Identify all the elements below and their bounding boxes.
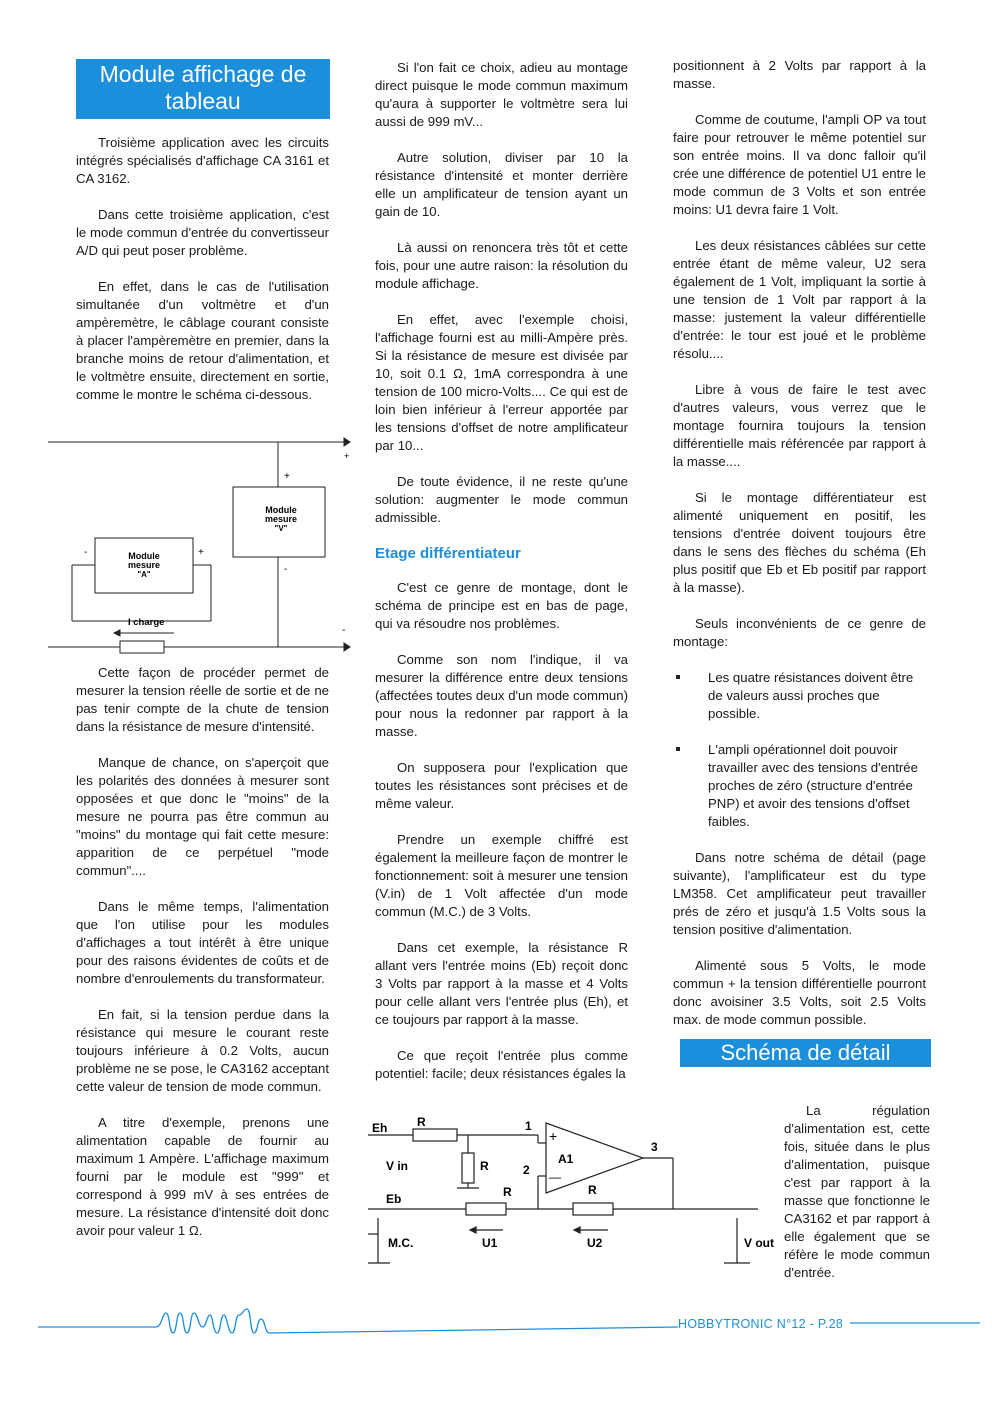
section-title-schema: Schéma de détail [680, 1039, 931, 1067]
module-v-label: mesure [264, 514, 298, 524]
module-v-label: Module [265, 505, 297, 515]
mc-label: M.C. [388, 1236, 414, 1250]
paragraph: En effet, dans le cas de l'utilisation simultanée d'un voltmètre et d'un ampèremètre, le câblage courant consiste à placer l'ampèremètre en premier, dans la branche moins de retour d'alimentation, et le voltmètre ensuite, directement en sortie, comme le montre le schéma ci-dessous. [76, 279, 329, 402]
bullet-item: Les quatre résistances doivent être de valeurs aussi proches que possible. [673, 669, 926, 723]
paragraph: Autre solution, diviser par 10 la résistance d'intensité et monter derrière elle un amplificateur de tension ayant un gain de 10. [375, 150, 628, 219]
paragraph: Troisième application avec les circuits intégrés spécialisés d'affichage CA 3161 et CA 3162. [76, 135, 329, 186]
paragraph: Prendre un exemple chiffré est également la meilleure façon de montrer le fonctionnement: soit à mesurer une tension (V.in) de 1 Volt affectée d'un mode commun (M.C.) de 3 Volts. [375, 832, 628, 919]
paragraph: Manque de chance, on s'aperçoit que les polarités des données à mesurer sont opposées et que donc le "moins" de la mesure ne pourra pas être commun au "moins" du montage qui fait cette mesure: apparition de ce perpétuel "mode commun".... [76, 755, 329, 878]
paragraph: Là aussi on renoncera très tôt et cette fois, pour une autre raison: la résolution du module affichage. [375, 240, 628, 291]
paragraph: A titre d'exemple, prenons une alimentation capable de fournir au maximum 1 Ampère. L'affichage maximum fourni par le module est "999" et correspond à 999 mV à ses entrées de mesure. La résistance d'intensité doit donc avoir pour valeur 1 Ω. [76, 1115, 329, 1238]
resistor-label: R [417, 1115, 426, 1129]
footer-page-label: HOBBYTRONIC N°12 - P.28 [678, 1317, 844, 1331]
paragraph: Dans cet exemple, la résistance R allant vers l'entrée moins (Eb) reçoit donc 3 Volts par rapport à la masse et 4 Volts pour celle allant vers l'entrée plus (Eh), et ce toujours par rapport à la masse. [375, 940, 628, 1027]
module-a-label: Module [128, 551, 160, 561]
paragraph: C'est ce genre de montage, dont le schéma de principe est en bas de page, qui va résoudre nos problèmes. [375, 580, 628, 631]
eb-label: Eb [386, 1192, 402, 1206]
differential-amplifier-schematic [368, 1108, 778, 1276]
minus-sign: - [284, 564, 288, 575]
column-3 [673, 57, 926, 1047]
paragraph: On supposera pour l'explication que toutes les résistances sont précises et de même valeur. [375, 760, 628, 811]
module-a-label: "A" [137, 570, 151, 579]
footer-wave-line [38, 1305, 678, 1345]
pin-label: 3 [651, 1140, 658, 1154]
icharge-label: I charge [128, 617, 165, 628]
section-title-module: Module affichage de tableau [76, 59, 330, 119]
paragraph: Libre à vous de faire le test avec d'autres valeurs, vous verrez que le montage fournira toujours la tension différentielle mais référencée par rapport à la masse.... [673, 382, 926, 469]
resistor-label: R [588, 1183, 597, 1197]
plus-sign: + [198, 547, 204, 558]
paragraph: Dans cette troisième application, c'est le mode commun d'entrée du convertisseur A/D qui peut poser problème. [76, 207, 329, 258]
resistor-label: R [480, 1159, 489, 1173]
minus-sign: — [549, 1170, 561, 1184]
plus-sign: + [344, 451, 350, 461]
footer-line-right [850, 1318, 980, 1328]
plus-sign: + [549, 1128, 558, 1144]
subheading-etage: Etage différentiateur [375, 545, 521, 562]
minus-sign: - [342, 625, 346, 636]
wiring-diagram [48, 435, 358, 660]
paragraph: De toute évidence, il ne reste qu'une solution: augmenter le mode commun admissible. [375, 474, 628, 525]
paragraph: Si l'on fait ce choix, adieu au montage direct puisque le mode commun maximum qu'aura à supporter le voltmètre sera lui aussi de 999 mV... [375, 60, 628, 129]
u1-label: U1 [482, 1236, 498, 1250]
column-1-continued [76, 664, 329, 1258]
paragraph: Comme son nom l'indique, il va mesurer la différence entre deux tensions (affectées toutes deux d'un mode commun) pour nous la redonner par rapport à la masse. [375, 652, 628, 739]
paragraph: Seuls inconvénients de ce genre de montage: [673, 616, 926, 649]
vout-label: V out [744, 1236, 774, 1250]
bullet-item: L'ampli opérationnel doit pouvoir travailler avec des tensions d'entrée proches de zéro (structure d'entrée PNP) et avoir des tensions d'offset faibles. [673, 741, 926, 831]
plus-sign: + [284, 471, 290, 482]
resistor-label: R [503, 1185, 512, 1199]
paragraph: Les deux résistances câblées sur cette entrée étant de même valeur, U2 sera également de 1 Volt, impliquant la sortie à une tension de 1 Volt par rapport à la masse: justement la valeur différentielle d'entrée: le tour est joué et le problème résolu.... [673, 238, 926, 361]
side-paragraph: La régulation d'alimentation est, cette fois, située dans le plus d'alimentation, puisque c'est par rapport à la masse que fonctionne le CA3162 et par rapport à elle également que se réfère le mode commun d'entrée. [784, 1103, 930, 1280]
pin-label: 1 [525, 1119, 532, 1133]
paragraph: En effet, avec l'exemple choisi, l'affichage fourni est au milli-Ampère près. Si la résistance de mesure est divisée par 10, soit 0.1 Ω, 1mA correspondra à une tension de 100 micro-Volts.... Ce qui est de loin bien inférieur à l'erreur apportée par les tensions d'offset de notre amplificateur par 10... [375, 312, 628, 453]
paragraph: Cette façon de procéder permet de mesurer la tension réelle de sortie et de ne pas tenir compte de la chute de tension dans la résistance de mesure d'intensité. [76, 665, 329, 734]
vin-label: V in [386, 1159, 409, 1173]
paragraph: Ce que reçoit l'entrée plus comme potentiel: facile; deux résistances égales la [375, 1048, 628, 1081]
paragraph: Si le montage différentiateur est alimenté uniquement en positif, les tensions d'entrée doivent toujours être dans le sens des flèches du schéma (Eh plus positif que Eb et Eb positif par rapport à la masse). [673, 490, 926, 595]
eh-label: Eh [372, 1121, 388, 1135]
paragraph: En fait, si la tension perdue dans la résistance qui mesure le courant reste toujours inférieure à 0.2 Volts, aucun problème ne se pose, le CA3162 acceptant cette valeur de tension de mode commun. [76, 1007, 329, 1094]
module-a-label: mesure [127, 560, 161, 570]
paragraph: positionnent à 2 Volts par rapport à la masse. [673, 58, 926, 91]
module-v-label: "V" [274, 524, 288, 533]
paragraph: Alimenté sous 5 Volts, le mode commun + la tension différentielle pourront donc avoisiner 3.5 Volts, soit 2.5 Volts max. de mode commun possible. [673, 958, 926, 1027]
paragraph: Comme de coutume, l'ampli OP va tout faire pour retrouver le même potentiel sur son entrée moins. Il va donc falloir qu'il crée une différence de potentiel U1 entre le mode commun de 3 Volts et son entrée moins: U1 devra faire 1 Volt. [673, 112, 926, 217]
opamp-label: A1 [558, 1152, 574, 1166]
column-2 [375, 59, 628, 1101]
pin-label: 2 [523, 1163, 530, 1177]
paragraph: Dans notre schéma de détail (page suivante), l'amplificateur est du type LM358. Cet amplificateur peut travailler prés de zéro et jusqu'à 1.5 Volts sous la tension positive d'alimentation. [673, 850, 926, 937]
column-1 [76, 134, 329, 422]
minus-sign: - [84, 547, 88, 558]
paragraph: Dans le même temps, l'alimentation que l'on utilise pour les modules d'affichages a tout intérêt à être unique pour des raisons évidentes de coûts et de nombre d'enroulements du transformateur. [76, 899, 329, 986]
u2-label: U2 [587, 1236, 603, 1250]
